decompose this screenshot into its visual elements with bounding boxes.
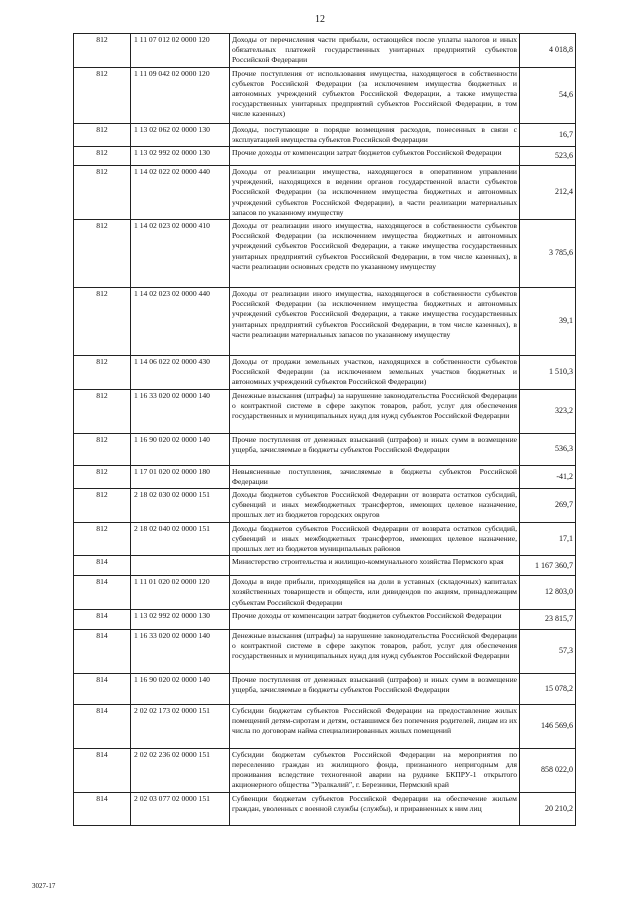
table-row [74,465,576,488]
table-row [74,576,576,610]
budget-code-cell: 1 16 33 020 02 0000 140 [131,629,230,673]
admin-code-cell: 814 [74,576,131,610]
admin-code-cell: 814 [74,609,131,629]
budget-code-cell: 1 13 02 992 02 0000 130 [131,147,230,166]
admin-code-cell: 814 [74,556,131,576]
table-row [74,220,576,288]
amount-cell: 1 510,3 [520,356,576,390]
amount-cell: 23 815,7 [520,609,576,629]
description-cell: Прочие доходы от компенсации затрат бюджетов субъектов Российской Федерации [230,609,520,629]
admin-code-cell: 812 [74,34,131,68]
description-cell: Доходы от реализации иного имущества, находящегося в собственности субъектов Российской Федерации (за исключением имущества бюджетных и автономных учреждений субъектов Российской Федерации, а также имущества государственных унитарных предприятий субъектов Российской Федерации, в том числе казенных), в части реализации материальных запасов по указанному имуществу [230,288,520,356]
admin-code-cell: 814 [74,792,131,825]
admin-code-cell: 812 [74,389,131,433]
table-row [74,673,576,704]
table-row [74,288,576,356]
description-cell: Прочие поступления от денежных взысканий (штрафов) и иных сумм в возмещение ущерба, зачисляемые в бюджеты субъектов Российской Федерации [230,673,520,704]
budget-code-cell: 1 16 33 020 02 0000 140 [131,389,230,433]
budget-code-cell: 1 11 07 012 02 0000 120 [131,34,230,68]
admin-code-cell: 814 [74,748,131,792]
admin-code-cell: 812 [74,433,131,465]
budget-code-cell: 1 17 01 020 02 0000 180 [131,465,230,488]
admin-code-cell: 812 [74,288,131,356]
revenue-table-body [74,34,576,826]
amount-cell: 858 022,0 [520,748,576,792]
budget-code-cell: 1 11 01 020 02 0000 120 [131,576,230,610]
page-number: 12 [315,14,325,25]
budget-code-cell: 1 14 02 023 02 0000 440 [131,288,230,356]
description-cell: Прочие поступления от использования имущества, находящегося в собственности субъектов Российской Федерации (за исключением имущества бюджетных и автономных учреждений субъектов Российской Федерации, а также имущества государственных унитарных предприятий субъектов Российской Федерации, в том числе казенных) [230,67,520,123]
admin-code-cell: 812 [74,166,131,220]
description-cell: Невыясненные поступления, зачисляемые в бюджеты субъектов Российской Федерации [230,465,520,488]
amount-cell: 57,3 [520,629,576,673]
amount-cell: 536,3 [520,433,576,465]
amount-cell: 54,6 [520,67,576,123]
budget-code-cell: 1 11 09 042 02 0000 120 [131,67,230,123]
description-cell: Доходы от реализации иного имущества, находящегося в собственности субъектов Российской Федерации (за исключением имущества бюджетных и автономных учреждений субъектов Российской Федерации, а также имущества государственных унитарных предприятий субъектов Российской Федерации, в том числе казенных), в части реализации основных средств по указанному имуществу [230,220,520,288]
description-cell: Прочие поступления от денежных взысканий (штрафов) и иных сумм в возмещение ущерба, зачисляемые в бюджеты субъектов Российской Федерации [230,433,520,465]
description-cell: Доходы от реализации имущества, находящегося в оперативном управлении учреждений, находящихся в ведении органов государственной власти субъектов Российской Федерации (за исключением имущества бюджетных и автономных учреждений субъектов Российской Федерации), в части реализации материальных запасов по указанному имуществу [230,166,520,220]
table-row [74,433,576,465]
budget-code-cell: 1 16 90 020 02 0000 140 [131,433,230,465]
budget-code-cell: 1 13 02 062 02 0000 130 [131,123,230,146]
amount-cell: 12 803,0 [520,576,576,610]
admin-code-cell: 814 [74,704,131,748]
description-cell: Субсидии бюджетам субъектов Российской Федерации на мероприятия по переселению граждан из жилищного фонда, признанного непригодным для проживания вследствие техногенной аварии на руднике БКПРУ-1 открытого акционерного общества "Уралкалий", г. Березники, Пермский край [230,748,520,792]
admin-code-cell: 812 [74,147,131,166]
table-row [74,67,576,123]
description-cell: Денежные взыскания (штрафы) за нарушение законодательства Российской Федерации о контрактной системе в сфере закупок товаров, работ, услуг для обеспечения государственных и муниципальных нужд для нужд субъектов Российской Федерации [230,629,520,673]
budget-code-cell: 1 13 02 992 02 0000 130 [131,609,230,629]
table-row [74,147,576,166]
admin-code-cell: 812 [74,67,131,123]
amount-cell: 16,7 [520,123,576,146]
amount-cell: 269,7 [520,489,576,523]
table-row [74,792,576,825]
description-cell: Доходы, поступающие в порядке возмещения расходов, понесенных в связи с эксплуатацией имущества субъектов Российской Федерации [230,123,520,146]
amount-cell: 146 569,6 [520,704,576,748]
admin-code-cell: 812 [74,220,131,288]
amount-cell: 20 210,2 [520,792,576,825]
amount-cell: 212,4 [520,166,576,220]
description-cell: Субвенции бюджетам субъектов Российской Федерации на обеспечение жильем граждан, уволенных с военной службы (службы), и приравненных к ним лиц [230,792,520,825]
description-cell: Доходы бюджетов субъектов Российской Федерации от возврата остатков субсидий, субвенций и иных межбюджетных трансфертов, имеющих целевое назначение, прошлых лет из бюджетов муниципальных районов [230,522,520,556]
description-cell: Министерство строительства и жилищно-коммунального хозяйства Пермского края [230,556,520,576]
amount-cell: 39,1 [520,288,576,356]
description-cell: Доходы от продажи земельных участков, находящихся в собственности субъектов Российской Федерации (за исключением земельных участков бюджетных и автономных учреждений субъектов Российской Федерации) [230,356,520,390]
budget-code-cell: 2 02 02 236 02 0000 151 [131,748,230,792]
budget-code-cell: 1 14 02 022 02 0000 440 [131,166,230,220]
table-row [74,389,576,433]
table-row [74,34,576,68]
admin-code-cell: 812 [74,123,131,146]
budget-code-cell: 2 02 03 077 02 0000 151 [131,792,230,825]
amount-cell: -41,2 [520,465,576,488]
description-cell: Денежные взыскания (штрафы) за нарушение законодательства Российской Федерации о контрактной системе в сфере закупок товаров, работ, услуг для обеспечения государственных и муниципальных нужд для нужд субъектов Российской Федерации [230,389,520,433]
table-row [74,629,576,673]
admin-code-cell: 812 [74,356,131,390]
amount-cell: 323,2 [520,389,576,433]
amount-cell: 15 078,2 [520,673,576,704]
table-row [74,522,576,556]
amount-cell: 523,6 [520,147,576,166]
budget-code-cell: 2 18 02 040 02 0000 151 [131,522,230,556]
budget-code-cell: 2 18 02 030 02 0000 151 [131,489,230,523]
table-row [74,609,576,629]
admin-code-cell: 814 [74,629,131,673]
amount-cell: 1 167 360,7 [520,556,576,576]
description-cell: Доходы бюджетов субъектов Российской Федерации от возврата остатков субсидий, субвенций и иных межбюджетных трансфертов, имеющих целевое назначение, прошлых лет из бюджетов городских округов [230,489,520,523]
amount-cell: 4 018,8 [520,34,576,68]
description-cell: Прочие доходы от компенсации затрат бюджетов субъектов Российской Федерации [230,147,520,166]
budget-code-cell: 1 14 02 023 02 0000 410 [131,220,230,288]
revenue-table [73,33,576,826]
budget-code-cell: 1 16 90 020 02 0000 140 [131,673,230,704]
budget-code-cell [131,556,230,576]
description-cell: Доходы от перечисления части прибыли, остающейся после уплаты налогов и иных обязательных платежей государственных унитарных предприятий субъектов Российской Федерации [230,34,520,68]
admin-code-cell: 814 [74,673,131,704]
admin-code-cell: 812 [74,465,131,488]
table-row [74,748,576,792]
table-row [74,704,576,748]
table-row [74,123,576,146]
amount-cell: 3 785,6 [520,220,576,288]
admin-code-cell: 812 [74,489,131,523]
table-row [74,166,576,220]
description-cell: Субсидии бюджетам субъектов Российской Федерации на предоставление жилых помещений детям-сиротам и детям, оставшимся без попечения родителей, лицам из их числа по договорам найма специализированных жилых помещений [230,704,520,748]
table-row [74,556,576,576]
budget-code-cell: 2 02 02 173 02 0000 151 [131,704,230,748]
table-row [74,356,576,390]
footer-doc-number: 3027-17 [32,882,56,890]
amount-cell: 17,1 [520,522,576,556]
budget-code-cell: 1 14 06 022 02 0000 430 [131,356,230,390]
description-cell: Доходы в виде прибыли, приходящейся на доли в уставных (складочных) капиталах хозяйственных товариществ и обществ, или дивидендов по акциям, принадлежащим субъектам Российской Федерации [230,576,520,610]
table-row [74,489,576,523]
admin-code-cell: 812 [74,522,131,556]
